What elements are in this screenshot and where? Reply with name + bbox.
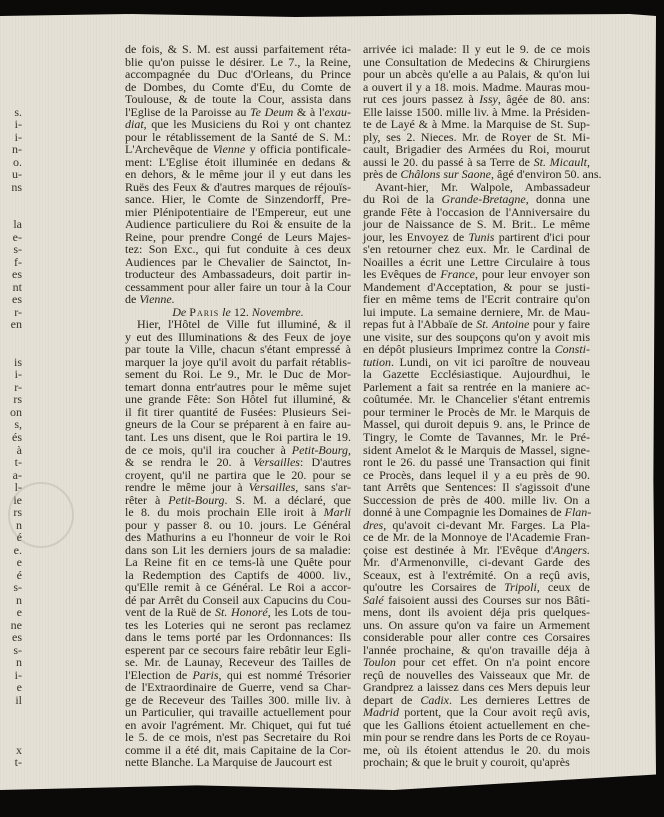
margin-fragment: n	[16, 655, 22, 670]
italic-text: Salé	[363, 592, 384, 607]
text-line: min pour se rendre dans les Ports de ce Royau-	[363, 730, 590, 745]
text-line: l'année prochaine, & qu'on travaille déja à	[363, 642, 590, 657]
margin-fragment	[0, 706, 22, 719]
text-segment: de ce mois, qu'il ira coucher à	[125, 442, 292, 457]
text-line: tes les Loteries qui ne seront pas reclamez	[125, 617, 351, 632]
text-line	[125, 456, 351, 469]
text-line: Ruës des Feux & d'autres marques de réjouïs-	[125, 179, 351, 194]
text-line: dans le tems porté par les Ordonnances: Ils	[125, 630, 351, 645]
heading-segment: Novembre.	[251, 304, 304, 319]
text-line: ge de Receveur des Tailles 300. mille liv. à	[125, 692, 351, 707]
text-segment: , les Lots de tou-	[267, 605, 351, 620]
text-line: pour terminer le Procès de Mr. le Marquis de	[363, 404, 590, 419]
text-line: y eut des Illuminations & des Feux de joye	[125, 329, 351, 344]
heading-segment: le	[219, 304, 234, 319]
text-line: coûtumée. Mr. le Chancelier s'étant entremis	[363, 392, 590, 407]
text-line: accompagnée du Duc d'Orleans, du Prince	[125, 67, 351, 82]
text-line: cessamment pour aller faire un tour à la Cour	[125, 279, 351, 294]
italic-text: Petit-Bourg	[168, 492, 225, 507]
margin-fragment	[0, 56, 22, 69]
previous-page-margin-fragments	[0, 43, 22, 769]
text-line: de l'Extraordinaire de Guerre, vend sa Char-	[125, 680, 351, 695]
italic-text: Vienne.	[139, 292, 175, 307]
text-line	[363, 193, 590, 206]
text-segment: le 8. du mois prochain Elle iroit à	[125, 505, 324, 520]
italic-text: tution	[363, 354, 392, 369]
text-line: tant Arrêts que Sentences: Il s'agissoit d'une	[363, 480, 590, 495]
text-segment: rêter à	[125, 492, 169, 507]
text-line: ply, ses 2. Nieces. Mr. de Royer de St. Mi-	[363, 129, 590, 144]
text-line: sance. Hier, le Comte de Sinzendorff, Pre-	[125, 192, 351, 207]
text-segment: en dépôt plusieurs Imprimez contre la	[363, 342, 555, 357]
margin-fragment: é	[16, 530, 22, 545]
margin-fragment: s-	[13, 642, 22, 657]
italic-text: Châlons sur Saone	[400, 167, 492, 182]
margin-fragment	[0, 43, 22, 56]
text-line: se. Mr. de Launay, Receveur des Tailles de	[125, 655, 351, 670]
text-segment: rut ces jours passez à	[363, 92, 480, 107]
text-segment: jour, les Envoyez de	[363, 229, 469, 244]
text-line: Elle laisse 1500. mille liv. à Mme. la Présiden-	[363, 104, 590, 119]
text-line: pour un abcès qu'elle a au Palais, & qu'on lui	[363, 67, 590, 82]
text-line: dans son Lit les derniers jours de sa maladie:	[125, 542, 351, 557]
text-segment: portent, que la Cour avoit reçû avis,	[399, 705, 590, 720]
margin-fragment	[0, 93, 22, 106]
text-segment: près de	[363, 167, 401, 182]
margin-fragment: en	[10, 317, 22, 332]
text-segment: repas fut à l'Abbaïe de	[363, 317, 477, 332]
margin-fragment: t-	[14, 455, 22, 470]
margin-fragment: t-	[14, 755, 22, 770]
text-line: sement du Roi. Le 9., Mr. le Duc de Mor-	[125, 367, 351, 382]
text-line: Audiences par le Chevalier de Sainctot, In-	[125, 254, 351, 269]
text-segment: , ceux de	[536, 580, 590, 595]
text-segment: du Roi de la	[363, 192, 442, 207]
text-line: Mr. d'Armenonville, ci-devant Garde des	[363, 555, 590, 570]
text-line: comme il a été dit, mais Capitaine de la Cor-	[125, 742, 351, 757]
text-line: mens, dont ils avoient déja pris quelques-	[363, 605, 590, 620]
text-line: considerable pour aller contre ces Corsaires	[363, 630, 590, 645]
margin-fragment: u-	[12, 167, 22, 182]
text-segment: qu'outre les Corsaires de	[363, 580, 505, 595]
text-line: la Redemption des Captifs de 4000. liv.,	[125, 567, 351, 582]
text-segment: y officia pontificale-	[245, 142, 351, 157]
text-segment: pour cet effet. On n'a point encore	[395, 655, 590, 670]
margin-fragment: i-	[14, 117, 22, 132]
text-line	[363, 656, 590, 669]
text-line	[363, 268, 590, 281]
italic-text: Tripoli	[504, 580, 537, 595]
text-line: lui impute. La semaine derniere, Mr. de Mau-	[363, 304, 590, 319]
text-line: esperent par ce secours faire rebâtir leur Egli-	[125, 642, 351, 657]
text-segment: . Lundi, on vit ici paroître de nouveau	[391, 354, 590, 369]
text-line: Succession de près de 400. mille liv. On a	[363, 492, 590, 507]
margin-fragment: e	[16, 680, 22, 695]
text-line: une grande Fête: Son Hôtel fut illuminé, &	[125, 392, 351, 407]
italic-text: Paris	[192, 667, 219, 682]
text-line: ce Procès, dans lequel il y a eu près de 90.	[363, 467, 590, 482]
text-line: un Particulier, qui travaille actuellement pour	[125, 705, 351, 720]
text-segment: . S. M. a déclaré, que	[224, 492, 351, 507]
text-line: cault, Brigadier des Armées du Roi, mourut	[363, 142, 590, 157]
margin-fragment: la	[13, 217, 22, 232]
text-line: croyent, qu'il ne partira que le 20. pour se	[125, 467, 351, 482]
text-line: mier Plénipotentiaire de l'Empereur, eut une	[125, 204, 351, 219]
margin-fragment: n	[16, 517, 22, 532]
margin-fragment: ns	[11, 179, 22, 194]
text-line: gneurs de la Cour se préparent à en faire au-	[125, 417, 351, 432]
text-line: ment: L'Eglise étoit illuminée en dedans &	[125, 154, 351, 169]
margin-fragment	[0, 193, 22, 206]
margin-fragment: ne	[10, 617, 22, 632]
text-line: pour y passer 8. ou 10. jours. Le Général	[125, 517, 351, 532]
margin-fragment: é	[16, 567, 22, 582]
text-line: me, où ils étoient attendus le 20. du mois	[363, 742, 590, 757]
italic-text: Angers.	[553, 542, 590, 557]
italic-text: Marli	[323, 505, 351, 520]
text-line: des Mathurins a eu l'honneur de voir le Roi	[125, 530, 351, 545]
text-segment: aussi le 20. du passé à sa Terre de	[363, 154, 534, 169]
margin-fragment: i-	[14, 129, 22, 144]
text-segment: , âgé d'environ 50. ans.	[491, 167, 602, 182]
text-segment: , donna une	[525, 192, 591, 207]
text-line: reçû de nouvelles des Vaisseaux que Mr. de	[363, 667, 590, 682]
text-segment: & à l'	[293, 104, 325, 119]
margin-fragment: e.	[13, 542, 22, 557]
text-line: pour le rétablissement de la Santé de S. M.:	[125, 129, 351, 144]
margin-fragment: n-	[12, 142, 22, 157]
text-line: s'en retourner chez eux. Mr. le Cardinal de	[363, 242, 590, 257]
text-line: La Reine fit en ce tems-là une Quête pour	[125, 555, 351, 570]
text-line	[363, 318, 590, 331]
text-line: marquer la joye qu'il avoit du parfait rétablis-	[125, 354, 351, 369]
text-line: de Dombes, du Comte d'Eu, du Comte de	[125, 79, 351, 94]
text-segment: , qui est nommé Trésorier	[218, 667, 351, 682]
text-line: grande Fête à l'occasion de l'Anniversaire du	[363, 204, 590, 219]
margin-fragment: és	[12, 429, 22, 444]
text-segment: donné à une Compagnie les Domaines de	[363, 505, 565, 520]
text-segment: & se rendra le 20. à	[125, 455, 254, 470]
margin-fragment: n	[16, 592, 22, 607]
italic-text: St. Honoré	[214, 605, 268, 620]
margin-fragment: s.	[14, 104, 22, 119]
text-segment: , pour leur envoyer son	[475, 267, 590, 282]
italic-text: Vienne	[212, 142, 246, 157]
margin-fragment	[0, 731, 22, 744]
left-column	[125, 43, 351, 769]
heading-segment: 12.	[233, 304, 252, 319]
text-line: jour de Naissance de S. M. Brit.. Le même	[363, 217, 590, 232]
margin-fragment: es	[12, 292, 22, 307]
margin-fragment: x	[16, 742, 22, 757]
margin-fragment	[0, 68, 22, 81]
margin-fragment: s-	[13, 580, 22, 595]
text-line: Parlement a fait sa rentrée en la maniere ac-	[363, 379, 590, 394]
margin-fragment: e	[16, 605, 22, 620]
margin-fragment	[0, 331, 22, 344]
text-line: blie qu'on puisse le désirer. Le 7., la Reine,	[125, 54, 351, 69]
text-line: ce de Mr. de la Monnoye de l'Academie Fran-	[363, 530, 590, 545]
text-line: une visite, sur des soupçons qu'on y avoit mis	[363, 329, 590, 344]
text-line: que les Gallions étoient actuellement en che-	[363, 717, 590, 732]
margin-fragment: o.	[13, 154, 22, 169]
text-line: tant. Les uns disent, que le Roi partira le 19.	[125, 429, 351, 444]
italic-text: Issy	[479, 92, 498, 107]
text-line: Audience particuliere du Roi & ensuite de la	[125, 217, 351, 232]
text-line	[125, 606, 351, 619]
margin-fragment: r-	[14, 304, 22, 319]
text-line: fier en même tems de l'Ecrit contraire qu'on	[363, 292, 590, 307]
margin-fragment: nt	[12, 279, 22, 294]
text-line: dé par Arrêt du Conseil aux Capucins du Cou-	[125, 592, 351, 607]
text-line: sident Amelot & le Marquis de Massel, signe-	[363, 442, 590, 457]
text-line: Noailles a écrit une Lettre Circulaire à tous	[363, 254, 590, 269]
text-segment: , sans s'ar-	[295, 480, 352, 495]
margin-fragment: rs	[13, 392, 22, 407]
text-segment: faisoient aussi des Courses sur nos Bâti-	[383, 592, 590, 607]
text-line	[363, 706, 590, 719]
text-segment: partirent d'ici pour	[494, 229, 590, 244]
heading-segment: Paris	[189, 304, 220, 319]
margin-fragment: r-	[14, 379, 22, 394]
italic-text: St. Micault	[533, 154, 587, 169]
margin-fragment: s,	[14, 417, 22, 432]
text-line: qu'Elle remit à ce Général. Le Roi a accor-	[125, 580, 351, 595]
text-segment: l'Election de	[125, 667, 193, 682]
text-line: Reine, pour prendre Congé de Leurs Majes-	[125, 229, 351, 244]
italic-text: St. Antoine	[476, 317, 530, 332]
margin-fragment: f-	[14, 254, 22, 269]
italic-text: Consti-	[554, 342, 590, 357]
text-segment: , âgée de 80. ans:	[497, 92, 591, 107]
margin-fragment: on	[10, 404, 22, 419]
text-line: uns. On assure qu'on va faire un Armement	[363, 617, 590, 632]
text-line	[125, 118, 351, 131]
text-segment: , que les Musiciens du Roi y ont chantez	[143, 117, 351, 132]
text-line: te de Layé & à Mme. la Marquise de St. Sup-	[363, 117, 590, 132]
italic-text: Tunis	[468, 229, 495, 244]
margin-fragment: i-	[14, 667, 22, 682]
text-line: Hier, l'Hôtel de Ville fut illuminé, & il	[137, 317, 351, 332]
text-line: ront le 26. du passé une Transaction qui finit	[363, 455, 590, 470]
text-line: Toulouse, & de toute la Cour, assista dans	[125, 92, 351, 107]
text-segment: pour y faire	[529, 317, 590, 332]
text-line: par toute la Ville, chacun s'étant empressé à	[125, 342, 351, 357]
italic-text: diat	[125, 117, 144, 132]
margin-fragment: à	[16, 442, 22, 457]
margin-fragment: e	[16, 555, 22, 570]
heading-segment: De	[172, 304, 190, 319]
italic-text: Petit-Bourg	[291, 442, 348, 457]
text-line: en avoir l'agrément. Mr. Chiquet, qui fut tué	[125, 717, 351, 732]
text-segment: L'Archevêque de	[125, 142, 213, 157]
text-line: tez: Son Exc., qui fut conduite à ces deux	[125, 242, 351, 257]
text-line	[363, 167, 602, 182]
italic-text: Grande-Bretagne	[441, 192, 526, 207]
text-segment: l'Eglise de la Paroisse au	[125, 104, 251, 119]
text-segment: : D'autres	[299, 455, 351, 470]
text-line	[363, 93, 590, 106]
text-line: Avant-hier, Mr. Walpole, Ambassadeur	[375, 179, 590, 194]
italic-text: France	[440, 267, 475, 282]
text-line: Grandprez a laissez dans ces Mers depuis leur	[363, 680, 590, 695]
italic-text: dres	[363, 517, 384, 532]
text-line: il fit tirer quantité de Fusées: Plusieurs Sei-	[125, 404, 351, 419]
margin-fragment	[0, 719, 22, 732]
text-line	[125, 143, 351, 156]
italic-text: Toulon	[363, 655, 396, 670]
text-line: de fois, & S. M. est aussi parfaitement réta-	[125, 42, 351, 56]
text-segment: ,	[586, 154, 590, 169]
margin-fragment: es	[12, 630, 22, 645]
text-segment: les Evêques de	[363, 267, 441, 282]
margin-fragment: i-	[14, 367, 22, 382]
text-segment: depart de	[363, 692, 421, 707]
italic-text: Flan-	[564, 505, 592, 520]
margin-fragment: il	[15, 692, 22, 707]
italic-text: Madrid	[363, 705, 399, 720]
text-segment: ,	[348, 442, 351, 457]
margin-fragment: ie	[13, 492, 22, 507]
margin-fragment: a-	[12, 467, 22, 482]
text-segment: rendre le même jour à	[125, 480, 249, 495]
text-line: temart donna entr'autres pour le même sujet	[125, 379, 351, 394]
text-segment: çoise est destinée à Mr. l'Evêque d'	[363, 542, 553, 557]
italic-text: Versailles	[248, 480, 296, 495]
text-line: arrivée ici malade: Il y eut le 9. de ce mois	[363, 42, 590, 56]
margin-fragment: e-	[12, 229, 22, 244]
text-segment: de	[125, 292, 140, 307]
margin-fragment: s-	[13, 242, 22, 257]
italic-text: Cadix	[420, 692, 450, 707]
margin-fragment	[0, 81, 22, 94]
right-column	[363, 42, 602, 770]
text-line: Tingry, le Comte de Tavannes, Mr. le Pré-	[363, 429, 590, 444]
text-line: troducteur des Ambassadeurs, doit partir in-	[125, 267, 351, 282]
margin-fragment: l-	[14, 480, 22, 495]
text-line: la Gazette Ecclésiastique. Aujourdhui, le	[363, 367, 590, 382]
text-segment: vent de la Ruë de	[125, 605, 215, 620]
text-line: a ouvert il y a 18. mois. Madme. Mauras mou-	[363, 79, 590, 94]
text-segment: , qu'avoit ci-devant Mr. Farges. La Pla-	[383, 517, 590, 532]
margin-fragment: rs	[13, 505, 22, 520]
text-line: une Consultation de Medecins & Chirurgiens	[363, 54, 590, 69]
italic-text: Te Deum	[250, 104, 294, 119]
text-line: le 5. de ce mois, n'est pas Secretaire du Roi	[125, 730, 351, 745]
text-line: Mandement d'Acceptation, & pour se justi-	[363, 279, 590, 294]
italic-text: exau-	[324, 104, 351, 119]
text-line: prochain; & que le bruit y couroit, qu'après	[363, 755, 570, 770]
text-line: Massel, qui duroit depuis 9. ans, le Prince de	[363, 417, 590, 432]
text-line	[125, 506, 351, 519]
text-line: en dehors, & le même jour il y eut dans les	[125, 167, 351, 182]
margin-fragment: is	[13, 354, 22, 369]
text-segment: . Les dernieres Lettres de	[449, 692, 591, 707]
italic-text: Versailles	[253, 455, 300, 470]
text-line: Sceaux, est à l'extrémité. On a reçû avis,	[363, 567, 590, 582]
margin-fragment: es	[12, 267, 22, 282]
margin-fragment	[0, 343, 22, 356]
text-line: nette Blanche. La Marquise de Jaucourt est	[125, 755, 332, 770]
